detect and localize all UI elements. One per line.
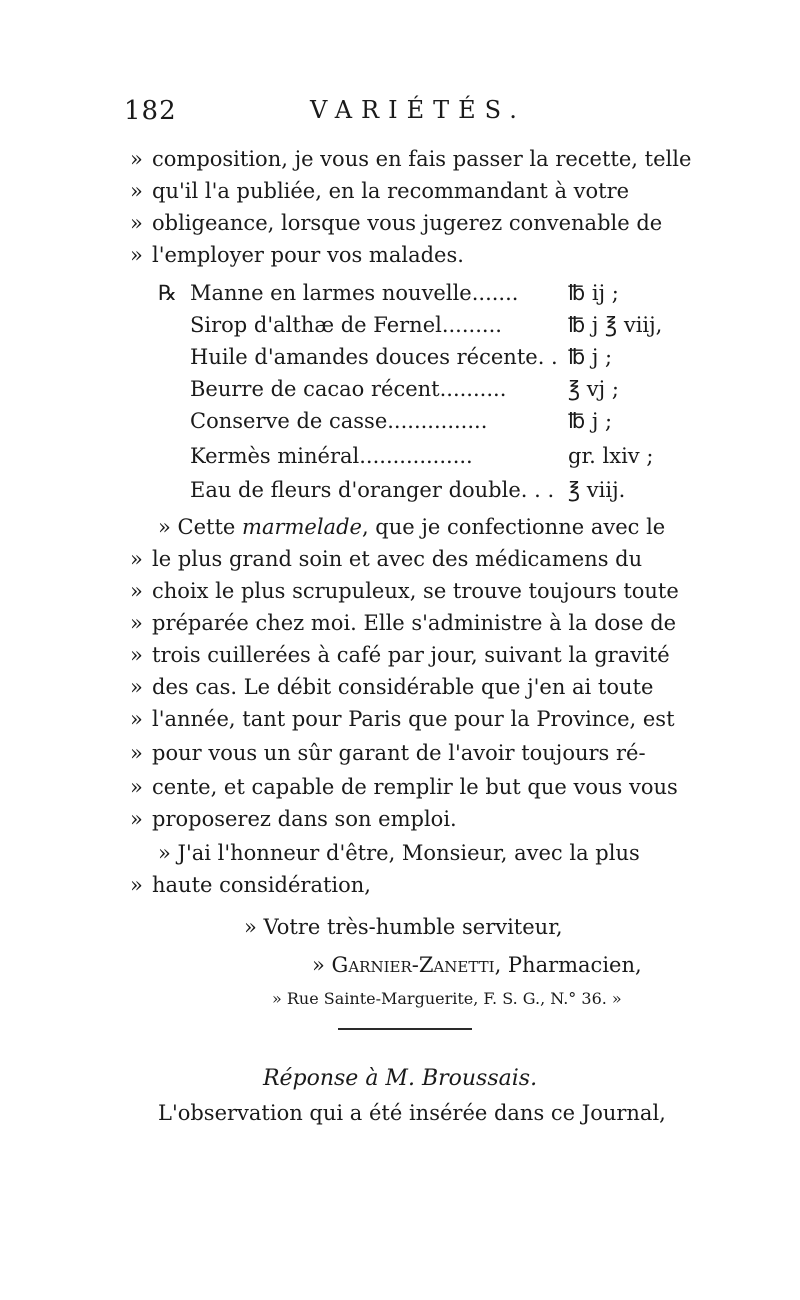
line-text: proposerez dans son emploi. xyxy=(152,807,457,831)
quote-mark: » xyxy=(130,211,143,235)
line-text: obligeance, lorsque vous jugerez convenable de xyxy=(152,211,663,235)
line-text: choix le plus scrupuleux, se trouve toujours toute xyxy=(152,579,679,603)
closing-formula: » Votre très-humble serviteur, xyxy=(244,915,563,939)
recipe-ingredient: Sirop d'althæ de Fernel......... xyxy=(190,313,502,337)
recipe-ingredient: Eau de fleurs d'oranger double. . . xyxy=(190,478,555,502)
recipe-quantity: ℔ j ; xyxy=(568,345,613,369)
running-title: VARIÉTÉS. xyxy=(310,96,526,124)
line-text: cente, et capable de remplir le but que vous vous xyxy=(152,775,678,799)
quote-mark: » xyxy=(130,675,143,699)
line-text: préparée chez moi. Elle s'administre à la dose de xyxy=(152,611,677,635)
recipe-quantity: ℔ j ℥ viij, xyxy=(568,313,663,337)
line-text: trois cuillerées à café par jour, suivant la gravité xyxy=(152,643,670,667)
recipe-ingredient: Manne en larmes nouvelle....... xyxy=(190,281,519,305)
section-heading: Réponse à M. Broussais. xyxy=(262,1066,538,1091)
text-line xyxy=(158,514,665,540)
quote-mark: » xyxy=(130,179,143,203)
signer-address: » Rue Sainte-Marguerite, F. S. G., N.° 36. » xyxy=(272,989,622,1008)
text-line xyxy=(130,774,678,800)
quote-mark: » xyxy=(312,953,325,977)
line-text: , que je confectionne avec le xyxy=(361,515,666,539)
text-line xyxy=(130,674,653,700)
recipe-quantity: ℔ ij ; xyxy=(568,281,619,305)
running-header xyxy=(124,96,684,136)
quote-mark: » xyxy=(130,579,143,603)
text-line xyxy=(130,706,675,732)
recipe-quantity: gr. lxiv ; xyxy=(568,444,654,468)
quote-mark: » xyxy=(130,707,143,731)
recipe-ingredient: Beurre de cacao récent.......... xyxy=(190,377,507,401)
quote-mark: » xyxy=(130,775,143,799)
recipe-ingredient: Huile d'amandes douces récente. . xyxy=(190,345,558,369)
quote-mark: » xyxy=(130,547,143,571)
text-line xyxy=(130,178,629,204)
quote-mark: » xyxy=(130,643,143,667)
quote-mark: » xyxy=(130,807,143,831)
text-line xyxy=(130,740,646,766)
recipe-quantity: ℥ vj ; xyxy=(568,377,619,401)
text-line xyxy=(158,840,640,866)
line-text: J'ai l'honneur d'être, Monsieur, avec la plus xyxy=(177,841,640,865)
quote-mark: » xyxy=(130,873,143,897)
text-line xyxy=(130,872,371,898)
line-text: l'employer pour vos malades. xyxy=(152,243,464,267)
recipe-quantity: ℥ viij. xyxy=(568,478,626,502)
text-line xyxy=(130,146,691,172)
text-line xyxy=(130,578,679,604)
page-number: 182 xyxy=(124,96,177,126)
text-line xyxy=(130,806,457,832)
quote-mark: » xyxy=(158,841,171,865)
line-text: haute considération, xyxy=(152,873,371,897)
line-text: composition, je vous en fais passer la recette, telle xyxy=(152,147,692,171)
recipe-symbol: ℞ xyxy=(158,281,177,305)
section-divider xyxy=(338,1028,472,1030)
quote-mark: » xyxy=(158,515,171,539)
recipe-ingredient: Conserve de casse............... xyxy=(190,409,488,433)
italic-word: marmelade xyxy=(242,515,362,539)
quote-mark: » xyxy=(130,147,143,171)
quote-mark: » xyxy=(130,741,143,765)
recipe-ingredient: Kermès minéral................. xyxy=(190,444,473,468)
line-text: Cette xyxy=(177,515,243,539)
line-text: pour vous un sûr garant de l'avoir toujours ré- xyxy=(152,741,646,765)
text-line xyxy=(130,610,676,636)
quote-mark: » xyxy=(130,243,143,267)
signer-title: , Pharmacien, xyxy=(494,953,642,977)
quote-mark: » xyxy=(130,611,143,635)
signer-name: Garnier-Zanetti xyxy=(331,953,495,977)
line-text: des cas. Le débit considérable que j'en ai toute xyxy=(152,675,654,699)
text-line xyxy=(130,210,662,236)
text-line xyxy=(130,242,464,268)
text-line: L'observation qui a été insérée dans ce Journal, xyxy=(158,1101,666,1125)
line-text: qu'il l'a publiée, en la recommandant à votre xyxy=(152,179,630,203)
line-text: l'année, tant pour Paris que pour la Province, est xyxy=(152,707,675,731)
signature xyxy=(312,952,642,978)
text-line xyxy=(130,546,642,572)
text-line xyxy=(130,642,670,668)
recipe-quantity: ℔ j ; xyxy=(568,409,613,433)
line-text: le plus grand soin et avec des médicamens du xyxy=(152,547,643,571)
